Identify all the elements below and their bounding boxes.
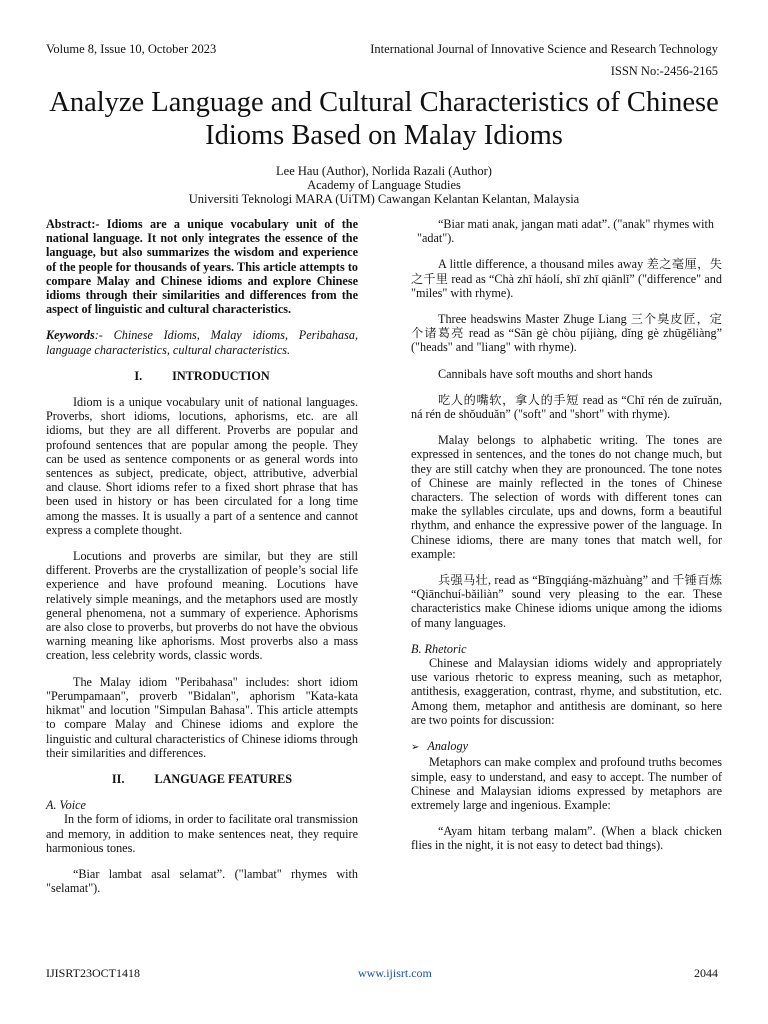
- paragraph: Idiom is a unique vocabulary unit of national languages. Proverbs, short idioms, locutions, aphorisms, etc. are all idioms, but they are all different. Proverbs are popular and profound sentences that are popular among the people. They can be used as sentence components or as general words into sentences as subject, predicate, object, attributive, adverbial and clause. Short idioms refer to a fixed short phrase that has been used in history or has been circulated for a long time among the masses. It is usually a part of a sentence and cannot express a complete thought.: [46, 395, 358, 537]
- page-number: 2044: [694, 966, 718, 980]
- section-title: LANGUAGE FEATURES: [154, 771, 293, 786]
- subsection-rhetoric: B. Rhetoric: [411, 641, 467, 656]
- example: Three headswins Master Zhuge Liang 三个臭皮匠，定个诸葛亮 read as “Sān gè chòu píjiàng, dǐng gè zhūgěliàng” ("heads" and "liang" with rhyme).: [411, 312, 722, 355]
- author-names: Lee Hau (Author), Norlida Razali (Author): [276, 164, 492, 178]
- paper-title: Analyze Language and Cultural Characteristics of Chinese Idioms Based on Malay Idioms: [49, 87, 719, 151]
- abstract: Abstract:- Idioms are a unique vocabulary unit of the national language. It not only integrates the essence of the language, but also summarizes the wisdom and experience of the people for thousands of years. This article attempts to compare Malay and Chinese idioms and explore Chinese idioms through their similarities and differences from the aspect of linguistic and cultural characteristics.: [46, 217, 358, 317]
- analogy-heading: [411, 739, 722, 755]
- paragraph: The Malay idiom "Peribahasa" includes: short idiom "Perumpamaan", proverb "Bidalan", aphorism "Kata-kata hikmat" and locution "Simpulan Bahasa". This article attempts to compare Malay and Chinese idioms and explore the linguistic and cultural characteristics of Chinese idioms through their similarities and differences.: [46, 674, 358, 760]
- example: “Ayam hitam terbang malam”. (When a black chicken flies in the night, it is not easy to detect bad things).: [411, 824, 722, 853]
- paragraph: Malay belongs to alphabetic writing. The tones are expressed in sentences, and the tones do not change much, but they are still catchy when they are pronounced. The tone notes of Chinese are mainly reflected in the tones of Chinese characters. The selection of words with different tones can make the syllables circulate, ups and downs, form a beautiful rhythm, and enhance the expressive power of the language. In Chinese idioms, there are many tones that match well, for example:: [411, 433, 722, 561]
- paragraph: “Biar lambat asal selamat”. ("lambat" rhymes with "selamat").: [46, 866, 358, 896]
- section-number: I.: [134, 368, 143, 383]
- example: A little difference, a thousand miles away 差之毫厘，失之千里 read as “Chà zhī háolí, shī zhī qiānlǐ” ("difference" and "miles" with rhyme).: [411, 257, 722, 300]
- volume-info: Volume 8, Issue 10, October 2023: [46, 42, 217, 56]
- paragraph: In the form of idioms, in order to facilitate oral transmission and memory, in addition to make sentences neat, they require harmonious tones.: [46, 812, 358, 855]
- paragraph: Chinese and Malaysian idioms widely and appropriately use various rhetoric to express meaning, such as metaphor, antithesis, exaggeration, contrast, rhyme, and substitution, etc. Among them, metaphor and antithesis are dominant, so here are two points for discussion:: [411, 656, 722, 727]
- journal-url-link[interactable]: www.ijisrt.com: [358, 966, 432, 980]
- section-number: II.: [111, 771, 125, 786]
- author-dept: Academy of Language Studies: [307, 178, 461, 192]
- keywords-text: :- Chinese Idioms, Malay idioms, Peribahasa, language characteristics, cultural characteristics.: [46, 328, 358, 357]
- example: 吃人的嘴软，拿人的手短 read as “Chī rén de zuǐruǎn, ná rén de shǒuduǎn” ("soft" and "short" with rhyme).: [411, 392, 722, 422]
- section-heading-language-features: [46, 772, 358, 786]
- analogy-label: Analogy: [427, 739, 469, 754]
- example-line: Cannibals have soft mouths and short hands: [438, 366, 653, 381]
- paragraph: Metaphors can make complex and profound truths becomes simple, easy to understand, and easy to accept. The number of Chinese and Malaysian idioms expressed by metaphors are extremely large and ingenious. Example:: [411, 755, 722, 812]
- example-line: "adat").: [417, 231, 455, 246]
- issn: ISSN No:-2456-2165: [610, 64, 718, 78]
- right-column: [411, 217, 722, 853]
- keywords-label: Keywords: [46, 328, 95, 343]
- paragraph: Locutions and proverbs are similar, but they are still different. Proverbs are the crystallization of people’s social life experience and have profound meaning. Locutions have relatively simple meanings, and the metaphors used are mostly general phenomena, not a summary of experience. Aphorisms are also close to proverbs, but proverbs do not have the obvious warning meaning like aphorisms. Most proverbs also a mass creation, less celebrity words, classic words.: [46, 549, 358, 663]
- journal-name: International Journal of Innovative Science and Research Technology: [370, 42, 718, 56]
- paper-code: IJISRT23OCT1418: [46, 966, 140, 980]
- arrow-bullet-icon: ➢: [411, 742, 420, 754]
- keywords: [46, 328, 358, 356]
- example-line: “Biar mati anak, jangan mati adat”. ("anak" rhymes with: [438, 217, 714, 231]
- section-title: INTRODUCTION: [172, 368, 270, 383]
- example: 兵强马壮, read as “Bīngqiáng-mǎzhuàng” and 千锤百炼 “Qiānchuí-bǎiliàn” sound very pleasing to the ear. These characteristics make Chinese idioms unique among the idioms of many languages.: [411, 573, 722, 630]
- left-column: [46, 217, 358, 895]
- author-univ: Universiti Teknologi MARA (UiTM) Cawangan Kelantan Kelantan, Malaysia: [188, 192, 580, 206]
- section-heading-introduction: [46, 369, 358, 383]
- subsection-voice: A. Voice: [46, 798, 86, 813]
